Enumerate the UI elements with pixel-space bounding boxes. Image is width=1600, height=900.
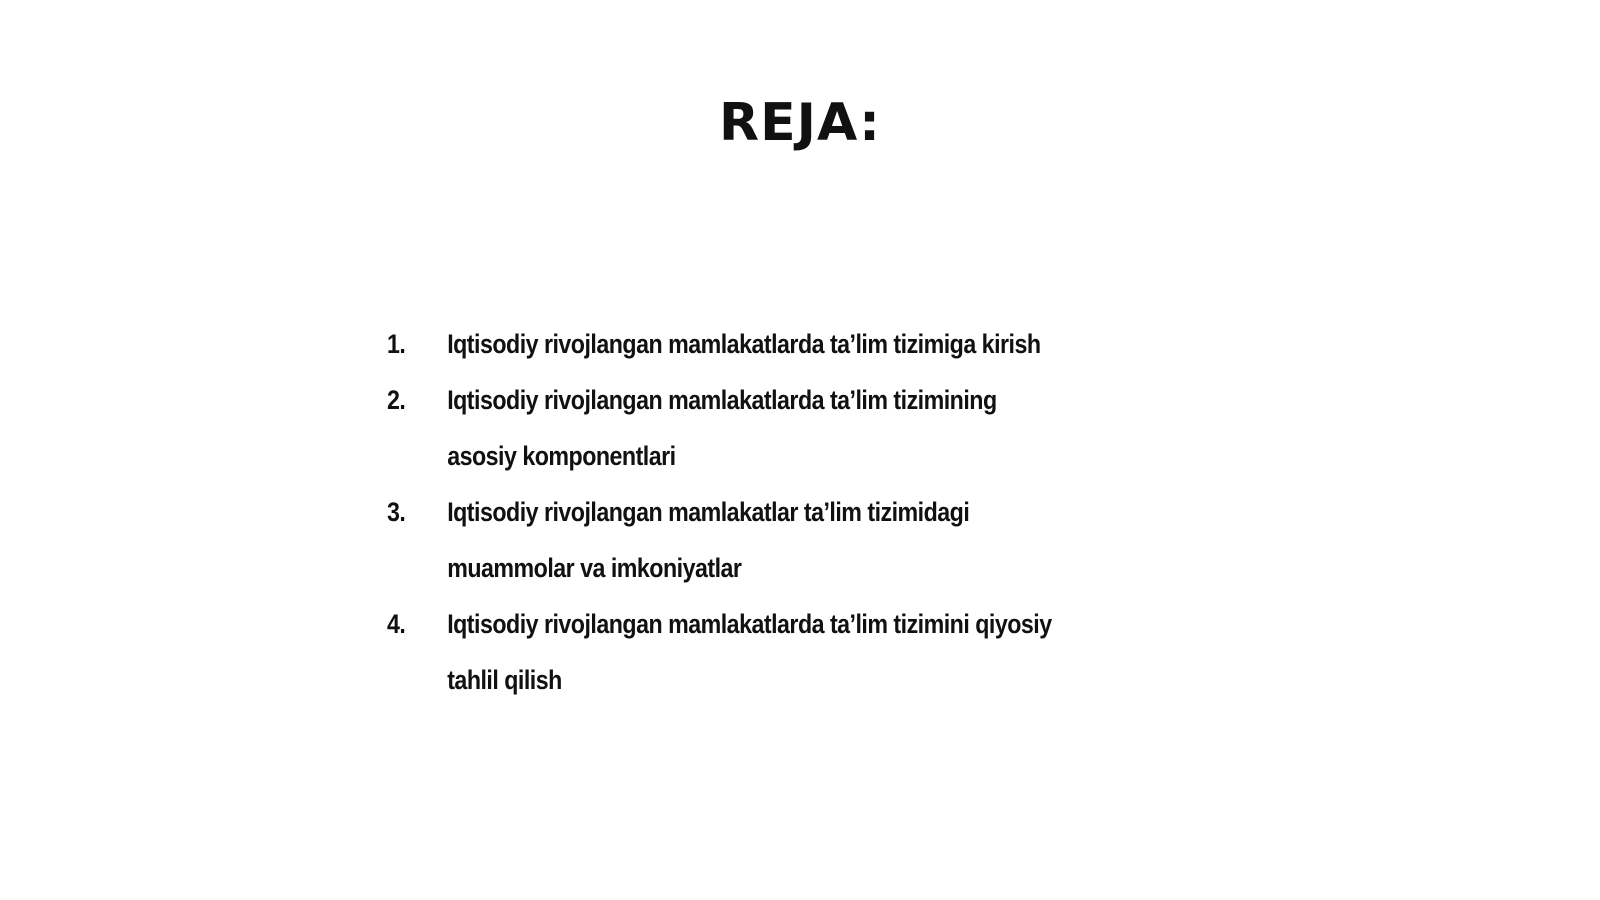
- plan-item-1: [387, 316, 1075, 372]
- item-text-line: Iqtisodiy rivojlangan mamlakatlarda ta’lim tizimiga kirish: [447, 329, 1041, 359]
- plan-list: [387, 316, 1075, 708]
- plan-item-4: [387, 596, 1075, 708]
- plan-item-2: [387, 372, 1075, 484]
- item-number: 4.: [387, 609, 406, 639]
- item-text: [447, 596, 1075, 708]
- item-text-line: Iqtisodiy rivojlangan mamlakatlarda ta’lim tizimini qiyosiy: [447, 609, 1052, 639]
- item-text: [447, 484, 1075, 596]
- item-number: 3.: [387, 497, 406, 527]
- slide-title: REJA:: [719, 93, 881, 153]
- item-text: [447, 316, 1075, 372]
- item-number: 1.: [387, 329, 406, 359]
- item-text: [447, 372, 1075, 484]
- item-text-line: tahlil qilish: [447, 665, 562, 695]
- item-text-line: asosiy komponentlari: [447, 441, 676, 471]
- item-number: 2.: [387, 385, 406, 415]
- item-text-line: Iqtisodiy rivojlangan mamlakatlar ta’lim tizimidagi: [447, 497, 970, 527]
- item-text-line: Iqtisodiy rivojlangan mamlakatlarda ta’lim tizimining: [447, 385, 997, 415]
- item-text-line: muammolar va imkoniyatlar: [447, 553, 742, 583]
- plan-item-3: [387, 484, 1075, 596]
